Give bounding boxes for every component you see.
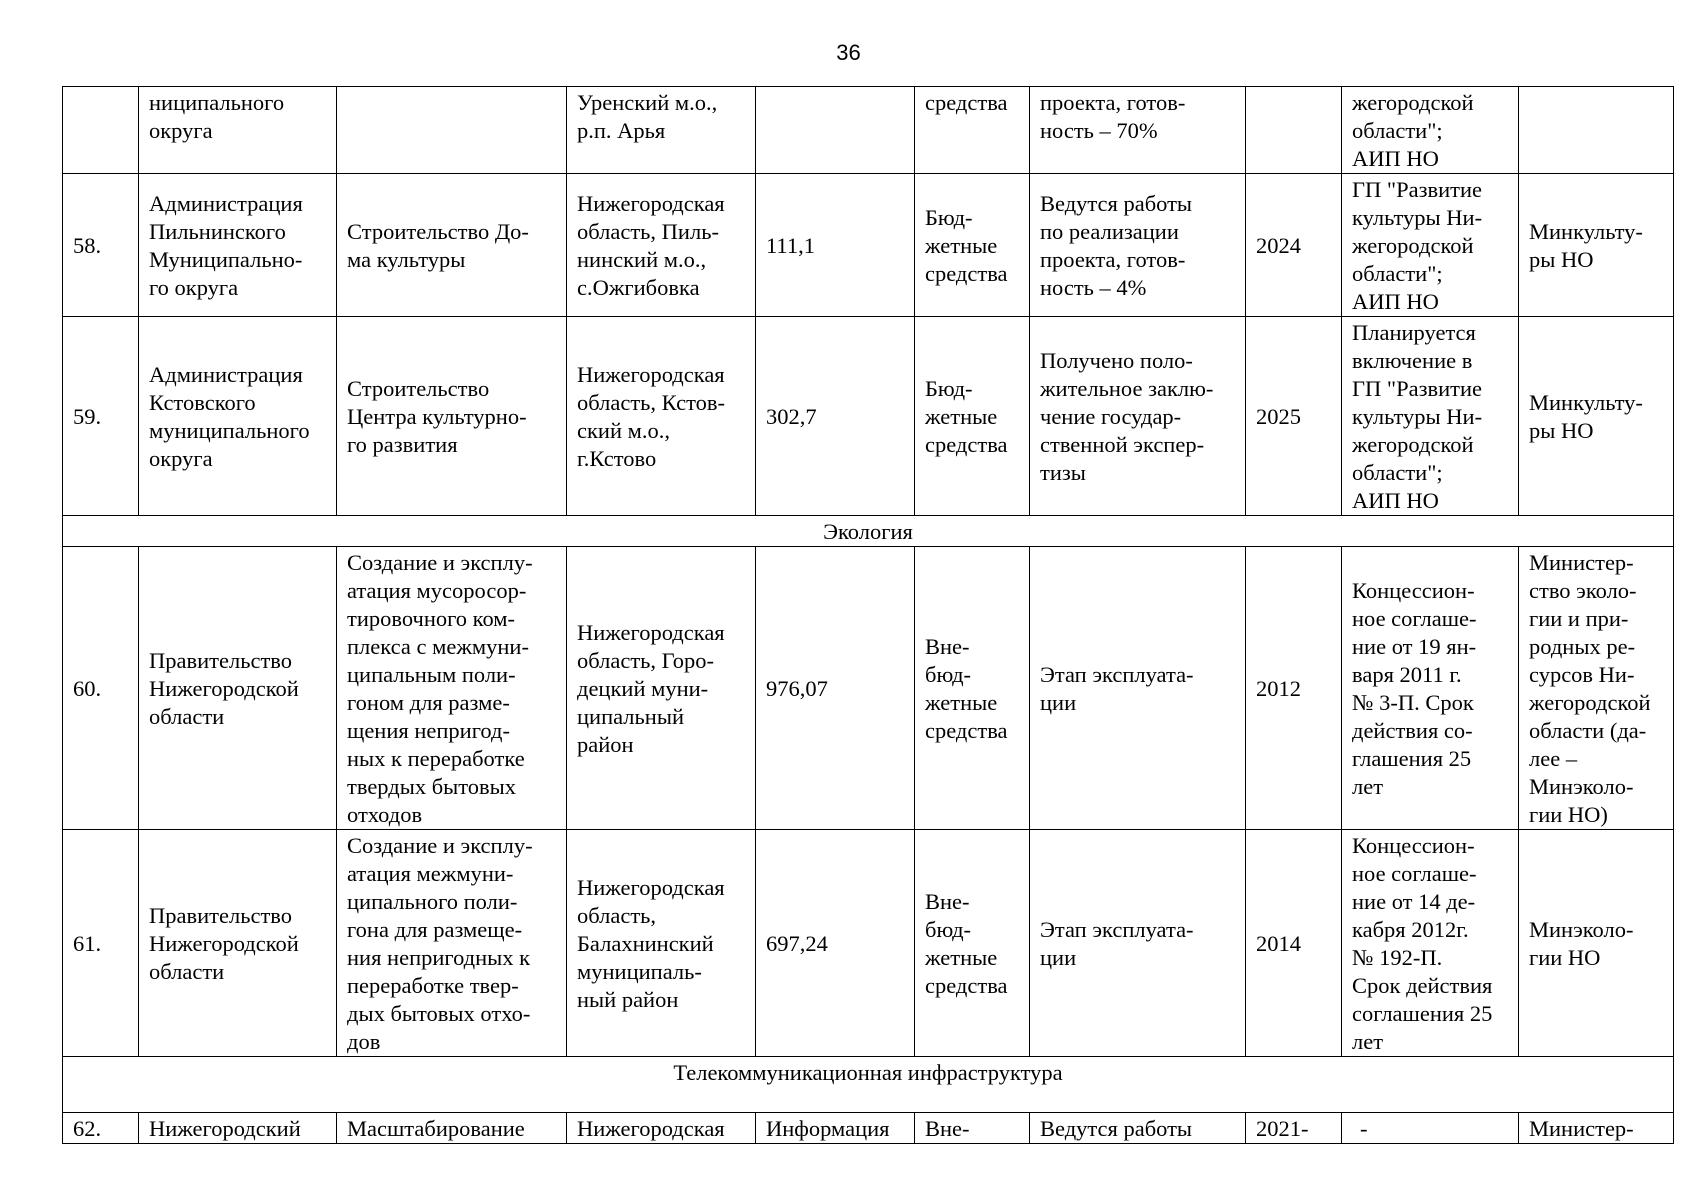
row-number-cell: 60. bbox=[63, 547, 139, 830]
program-cell: - bbox=[1342, 1113, 1519, 1144]
organization-cell: Администрация Пильнинского Муниципально- го округа bbox=[139, 174, 337, 317]
status-cell: Ведутся работы bbox=[1030, 1113, 1246, 1144]
table-row bbox=[63, 317, 1674, 516]
responsible-cell: Министер- ство эколо- гии и при- родных ре- сурсов Ни- жегородской области (да- лее – Минэколо- гии НО) bbox=[1519, 547, 1674, 830]
cost-cell: 302,7 bbox=[756, 317, 915, 516]
organization-cell: Правительство Нижегородской области bbox=[139, 547, 337, 830]
year-cell: 2021- bbox=[1246, 1113, 1342, 1144]
project-cell: Строительство До- ма культуры bbox=[337, 174, 567, 317]
responsible-cell: Минэколо- гии НО bbox=[1519, 830, 1674, 1057]
table-row bbox=[63, 174, 1674, 317]
program-cell: Концессион- ное соглаше- ние от 14 де- кабря 2012г. № 192-П. Срок действия соглашения 25 лет bbox=[1342, 830, 1519, 1057]
table-row bbox=[63, 830, 1674, 1057]
organization-cell: ниципального округа bbox=[139, 87, 337, 174]
year-cell: 2014 bbox=[1246, 830, 1342, 1057]
status-cell: Этап эксплуата- ции bbox=[1030, 830, 1246, 1057]
row-number-cell: 58. bbox=[63, 174, 139, 317]
year-cell: 2024 bbox=[1246, 174, 1342, 317]
funding-source-cell: средства bbox=[915, 87, 1030, 174]
funding-source-cell: Бюд- жетные средства bbox=[915, 174, 1030, 317]
location-cell: Уренский м.о., р.п. Арья bbox=[567, 87, 756, 174]
status-cell: Ведутся работы по реализации проекта, готов- ность – 4% bbox=[1030, 174, 1246, 317]
cost-cell: 976,07 bbox=[756, 547, 915, 830]
cost-cell: Информация bbox=[756, 1113, 915, 1144]
responsible-cell: Минкульту- ры НО bbox=[1519, 174, 1674, 317]
program-cell: жегородской области"; АИП НО bbox=[1342, 87, 1519, 174]
section-row bbox=[63, 516, 1674, 547]
project-cell: Создание и эксплу- атация мусоросор- тировочного ком- плекса с межмуни- ципальным поли- гоном для разме- щения непригод- ных к переработке твердых бытовых отходов bbox=[337, 547, 567, 830]
cost-cell: 111,1 bbox=[756, 174, 915, 317]
project-cell: Создание и эксплу- атация межмуни- ципального поли- гона для размеще- ния непригодных к переработке твер- дых бытовых отхо- дов bbox=[337, 830, 567, 1057]
funding-source-cell: Вне- bbox=[915, 1113, 1030, 1144]
funding-source-cell: Вне- бюд- жетные средства bbox=[915, 547, 1030, 830]
organization-cell: Нижегородский bbox=[139, 1113, 337, 1144]
funding-source-cell: Бюд- жетные средства bbox=[915, 317, 1030, 516]
page-number: 36 bbox=[836, 40, 861, 65]
section-heading-telecom: Телекоммуникационная инфраструктура bbox=[63, 1057, 1674, 1113]
row-number-cell bbox=[63, 87, 139, 174]
section-row bbox=[63, 1057, 1674, 1113]
responsible-cell bbox=[1519, 87, 1674, 174]
organization-cell: Администрация Кстовского муниципального округа bbox=[139, 317, 337, 516]
year-cell: 2012 bbox=[1246, 547, 1342, 830]
program-cell: ГП "Развитие культуры Ни- жегородской области"; АИП НО bbox=[1342, 174, 1519, 317]
cost-cell: 697,24 bbox=[756, 830, 915, 1057]
status-cell: Получено поло- жительное заклю- чение государ- ственной экспер- тизы bbox=[1030, 317, 1246, 516]
project-cell: Строительство Центра культурно- го развития bbox=[337, 317, 567, 516]
project-cell bbox=[337, 87, 567, 174]
year-cell: 2025 bbox=[1246, 317, 1342, 516]
status-cell: проекта, готов- ность – 70% bbox=[1030, 87, 1246, 174]
location-cell: Нижегородская область, Горо- децкий муни- ципальный район bbox=[567, 547, 756, 830]
program-cell: Концессион- ное соглаше- ние от 19 ян- варя 2011 г. № 3-П. Срок действия со- глашения 25 лет bbox=[1342, 547, 1519, 830]
project-cell: Масштабирование bbox=[337, 1113, 567, 1144]
location-cell: Нижегородская bbox=[567, 1113, 756, 1144]
status-cell: Этап эксплуата- ции bbox=[1030, 547, 1246, 830]
responsible-cell: Минкульту- ры НО bbox=[1519, 317, 1674, 516]
row-number-cell: 59. bbox=[63, 317, 139, 516]
funding-source-cell: Вне- бюд- жетные средства bbox=[915, 830, 1030, 1057]
table-row bbox=[63, 87, 1674, 174]
cost-cell bbox=[756, 87, 915, 174]
year-cell bbox=[1246, 87, 1342, 174]
location-cell: Нижегородская область, Пиль- нинский м.о., с.Ожгибовка bbox=[567, 174, 756, 317]
row-number-cell: 62. bbox=[63, 1113, 139, 1144]
responsible-cell: Министер- bbox=[1519, 1113, 1674, 1144]
table-row bbox=[63, 1113, 1674, 1144]
section-heading-ecology: Экология bbox=[63, 516, 1674, 547]
organization-cell: Правительство Нижегородской области bbox=[139, 830, 337, 1057]
location-cell: Нижегородская область, Кстов- ский м.о., г.Кстово bbox=[567, 317, 756, 516]
location-cell: Нижегородская область, Балахнинский муниципаль- ный район bbox=[567, 830, 756, 1057]
row-number-cell: 61. bbox=[63, 830, 139, 1057]
projects-table bbox=[62, 86, 1674, 1144]
program-cell: Планируется включение в ГП "Развитие культуры Ни- жегородской области"; АИП НО bbox=[1342, 317, 1519, 516]
table-row bbox=[63, 547, 1674, 830]
